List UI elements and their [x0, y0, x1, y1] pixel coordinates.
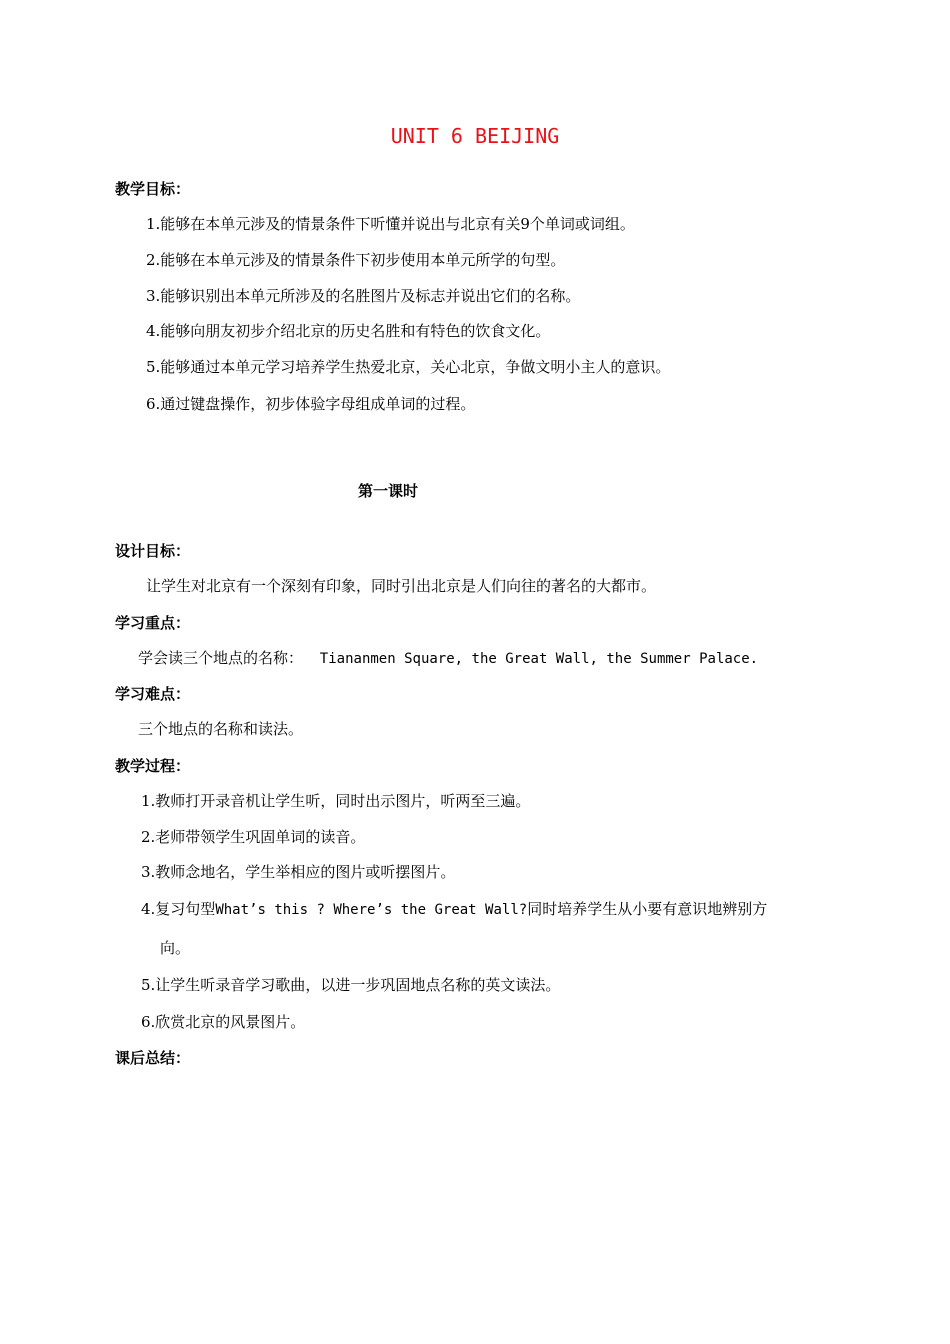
process-step: 2.老师带领学生巩固单词的读音。	[141, 828, 366, 846]
process-step: 3.教师念地名，学生举相应的图片或听摆图片。	[141, 863, 456, 881]
process-step: 1.教师打开录音机让学生听，同时出示图片，听两至三遍。	[141, 792, 531, 810]
keypoints-heading: 学习重点：	[115, 614, 191, 632]
process-step: 6.欣赏北京的风景图片。	[141, 1013, 306, 1031]
difficulty-text: 三个地点的名称和读法。	[138, 720, 304, 738]
step4-suffix: 同时培养学生从小要有意识地辨别方	[527, 900, 768, 918]
step4-prefix: 4.复习句型	[141, 900, 216, 918]
objectives-heading: 教学目标：	[115, 180, 191, 198]
objective-item: 5.能够通过本单元学习培养学生热爱北京，关心北京，争做文明小主人的意识。	[146, 358, 671, 376]
objective-item: 3.能够识别出本单元所涉及的名胜图片及标志并说出它们的名称。	[146, 287, 581, 305]
process-heading: 教学过程：	[115, 757, 191, 775]
design-heading: 设计目标：	[115, 542, 191, 560]
keypoints-prefix: 学会读三个地点的名称：	[138, 649, 304, 667]
objective-item: 6.通过键盘操作，初步体验字母组成单词的过程。	[146, 395, 476, 413]
difficulty-heading: 学习难点：	[115, 685, 191, 703]
summary-heading: 课后总结：	[115, 1049, 191, 1067]
objective-item: 2.能够在本单元涉及的情景条件下初步使用本单元所学的句型。	[146, 251, 566, 269]
objective-item: 4.能够向朋友初步介绍北京的历史名胜和有特色的饮食文化。	[146, 322, 551, 340]
process-step: 5.让学生听录音学习歌曲，以进一步巩固地点名称的英文读法。	[141, 976, 561, 994]
process-step	[141, 898, 767, 919]
step4-mono: What’s this ? Where’s the Great Wall?	[215, 902, 528, 918]
objective-item: 1.能够在本单元涉及的情景条件下听懂并说出与北京有关9个单词或词组。	[146, 215, 635, 233]
design-text: 让学生对北京有一个深刻有印象，同时引出北京是人们向往的著名的大都市。	[146, 577, 657, 595]
document-title: UNIT 6 BEIJING	[390, 124, 560, 148]
lesson-heading: 第一课时	[358, 482, 419, 500]
keypoints-places: Tiananmen Square, the Great Wall, the Summer Palace.	[319, 651, 759, 667]
keypoints-line	[138, 647, 758, 668]
process-step-continued: 向。	[160, 939, 191, 957]
